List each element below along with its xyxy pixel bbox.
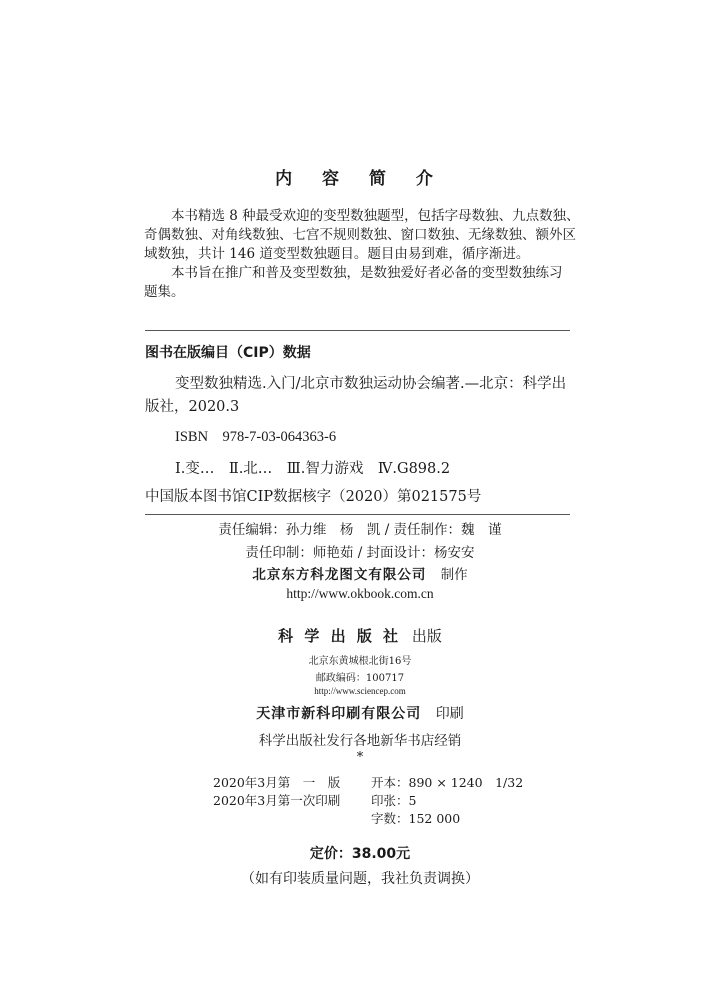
cip-classification: Ⅰ.变… Ⅱ.北… Ⅲ.智力游戏 Ⅳ.G898.2 bbox=[175, 461, 451, 477]
edition-row2-left: 2020年3月第一次印刷 bbox=[213, 793, 341, 808]
intro-line: 域数独，共计 146 道变型数独题目。题目由易到难，循序渐进。 bbox=[144, 246, 530, 262]
cip-entry-line: 变型数独精选.入门/北京市数独运动协会编著.—北京：科学出 bbox=[175, 376, 567, 392]
cip-isbn: ISBN 978-7-03-064363-6 bbox=[175, 429, 337, 445]
page-title: 内 容 简 介 bbox=[275, 169, 445, 189]
distribution-line: 科学出版社发行各地新华书店经销 bbox=[258, 733, 462, 749]
publisher-postcode: 邮政编码：100717 bbox=[315, 673, 405, 684]
divider-top bbox=[145, 330, 570, 331]
publisher-name: 科 学 出 版 社 bbox=[278, 627, 402, 645]
producer-name: 北京东方科龙图文有限公司 bbox=[252, 567, 427, 583]
publisher-address: 北京东黄城根北街16号 bbox=[308, 656, 412, 667]
producer-suffix: 制作 bbox=[440, 567, 468, 583]
cip-entry-line: 版社，2020.3 bbox=[145, 399, 240, 415]
price: 定价：38.00元 bbox=[309, 846, 411, 862]
credits-editors: 责任编辑：孙力维 杨 凯 / 责任制作：魏 谨 bbox=[218, 522, 502, 538]
producer-url: http://www.okbook.com.cn bbox=[286, 586, 434, 601]
publisher-line bbox=[0, 625, 720, 646]
separator-star: * bbox=[356, 750, 364, 765]
quality-notice: （如有印装质量问题，我社负责调换） bbox=[241, 871, 479, 887]
printer-name: 天津市新科印刷有限公司 bbox=[256, 706, 422, 722]
intro-line: 奇偶数独、对角线数独、七宫不规则数独、窗口数独、无缘数独、额外区 bbox=[144, 227, 576, 243]
edition-row1-right: 开本：890 × 1240 1/32 bbox=[371, 775, 524, 790]
publisher-suffix: 出版 bbox=[411, 627, 442, 645]
intro-line: 本书旨在推广和普及变型数独，是数独爱好者必备的变型数独练习 bbox=[171, 265, 563, 281]
intro-line: 本书精选 8 种最受欢迎的变型数独题型，包括字母数独、九点数独、 bbox=[171, 208, 580, 224]
edition-row1-left: 2020年3月第 一 版 bbox=[213, 775, 341, 790]
edition-row2-right: 印张：5 bbox=[371, 793, 417, 808]
credits-print-design: 责任印制：师艳茹 / 封面设计：杨安安 bbox=[245, 545, 475, 561]
intro-line: 题集。 bbox=[144, 284, 185, 300]
publisher-url: http://www.sciencep.com bbox=[314, 686, 406, 696]
printer-line bbox=[0, 703, 720, 723]
divider-bottom bbox=[145, 514, 570, 515]
cip-verification: 中国版本图书馆CIP数据核字（2020）第021575号 bbox=[145, 489, 482, 505]
printer-suffix: 印刷 bbox=[435, 706, 464, 722]
producer-line bbox=[0, 563, 720, 583]
edition-row3-right: 字数：152 000 bbox=[371, 811, 461, 826]
cip-heading: 图书在版编目（CIP）数据 bbox=[145, 345, 311, 361]
